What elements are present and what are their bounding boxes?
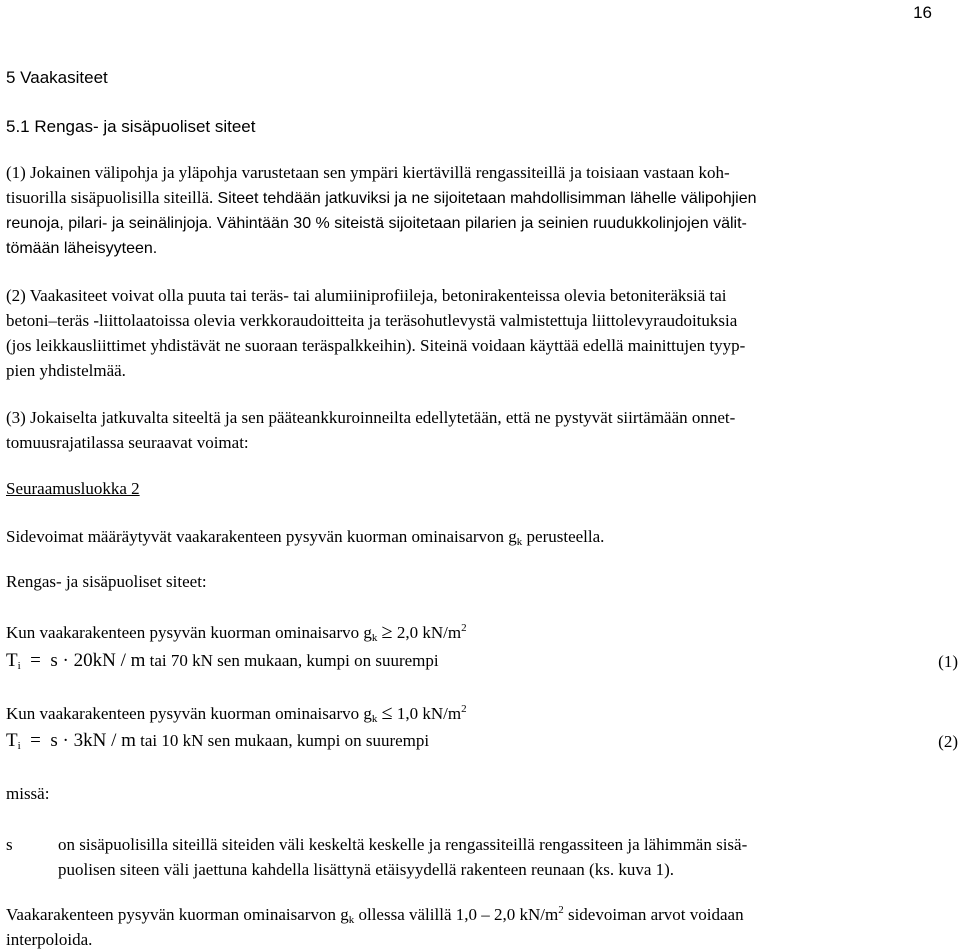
case-2-condition (6, 701, 467, 726)
subscript-i: i (17, 740, 21, 752)
interpolation-paragraph (6, 902, 956, 952)
paragraph-2-line: (2) Vaakasiteet voivat olla puuta tai teräs- tai alumiiniprofiileja, betonirakenteissa olevia betoniteräksiä tai (6, 286, 727, 305)
consequence-class-heading: Seuraamusluokka 2 (6, 479, 140, 498)
side-forces-text: perusteella. (522, 527, 605, 546)
condition-text: Kun vaakarakenteen pysyvän kuorman ominaisarvo g (6, 623, 372, 642)
subscript-k: k (371, 713, 378, 725)
where-label: missä: (6, 784, 50, 803)
subscript-k: k (348, 914, 355, 926)
paragraph-3-line: tomuusrajatilassa seuraavat voimat: (6, 433, 249, 452)
formula-text: tai 70 kN sen mukaan, kumpi on suurempi (145, 651, 439, 670)
paragraph-3-line: (3) Jokaiselta jatkuvalta siteeltä ja sen pääteankkuroinneilta edellytetään, että ne pystyvät siirtämään onnet- (6, 408, 736, 427)
superscript-2: 2 (558, 904, 564, 916)
formula-equals: = (30, 650, 41, 671)
section-heading: 5 Vaakasiteet (6, 68, 108, 87)
paragraph-1-line: tömään läheisyyteen. (6, 240, 158, 257)
subscript-i: i (17, 660, 21, 672)
ring-ties-label: Rengas- ja sisäpuoliset siteet: (6, 572, 207, 591)
formula-rhs: s · 3kN / m (50, 730, 136, 751)
interpolation-text: sidevoiman arvot voidaan (563, 905, 744, 924)
subsection-heading: 5.1 Rengas- ja sisäpuoliset siteet (6, 117, 256, 136)
paragraph-1-text: tisuorilla sisäpuolisilla siteillä. (6, 188, 218, 207)
paragraph-1 (6, 160, 956, 261)
interpolation-text: Vaakarakenteen pysyvän kuorman ominaisarvon g (6, 905, 349, 924)
paragraph-2-line: betoni–teräs -liittolaatoissa olevia verkkoraudoitteita ja teräsohutlevystä valmistettuja liittolevyraudoituksia (6, 311, 738, 330)
interpolation-text: ollessa välillä 1,0 – 2,0 kN/m (354, 905, 559, 924)
greater-equal-symbol: ≥ (381, 621, 393, 643)
paragraph-3 (6, 405, 956, 455)
formula-2 (6, 728, 429, 753)
condition-text: Kun vaakarakenteen pysyvän kuorman ominaisarvo g (6, 704, 372, 723)
interpolation-line: interpoloida. (6, 930, 93, 949)
case-1-condition (6, 620, 467, 645)
formula-rhs: s · 20kN / m (50, 650, 146, 671)
subscript-k: k (371, 632, 378, 644)
formula-T: T (6, 730, 18, 751)
condition-value: 1,0 kN/m (396, 704, 462, 723)
formula-text: tai 10 kN sen mukaan, kumpi on suurempi (135, 731, 430, 750)
equation-number-1: (1) (938, 652, 958, 671)
page-number: 16 (913, 3, 932, 22)
paragraph-1-line: (1) Jokainen välipohja ja yläpohja varustetaan sen ympäri kiertävillä rengassiteillä ja toisiaan vastaan koh- (6, 163, 730, 182)
definition-symbol: s (6, 835, 13, 854)
paragraph-1-line (6, 185, 956, 211)
subscript-k: k (516, 536, 523, 548)
side-forces-sentence (6, 524, 604, 549)
definition-line: puolisen siteen väli jaettuna kahdella lisättynä etäisyydellä rakenteen reunaan (ks. kuva 1). (58, 860, 675, 879)
interpolation-line (6, 902, 956, 927)
paragraph-2 (6, 283, 956, 383)
paragraph-2-line: pien yhdistelmää. (6, 361, 126, 380)
superscript-2: 2 (461, 703, 467, 715)
side-forces-text: Sidevoimat määräytyvät vaakarakenteen pysyvän kuorman ominaisarvon g (6, 527, 517, 546)
formula-T: T (6, 650, 18, 671)
condition-value: 2,0 kN/m (396, 623, 462, 642)
superscript-2: 2 (461, 622, 467, 634)
paragraph-1-text: Siteet tehdään jatkuviksi ja ne sijoitetaan mahdollisimman lähelle välipohjien (217, 190, 757, 207)
definition-text (58, 832, 956, 882)
formula-equals: = (30, 730, 41, 751)
equation-number-2: (2) (938, 732, 958, 751)
paragraph-2-line: (jos leikkausliittimet yhdistävät ne suoraan teräspalkkeihin). Siteinä voidaan käyttää edellä mainittujen tyyp- (6, 336, 746, 355)
formula-1 (6, 648, 439, 673)
less-equal-symbol: ≤ (381, 702, 393, 724)
definition-line: on sisäpuolisilla siteillä siteiden väli keskeltä keskelle ja rengassiteillä rengassiteen ja lähimmän sisä- (58, 835, 748, 854)
paragraph-1-line: reunoja, pilari- ja seinälinjoja. Vähintään 30 % siteistä sijoitetaan pilarien ja seinien ruudukkolinjojen välit- (6, 215, 747, 232)
